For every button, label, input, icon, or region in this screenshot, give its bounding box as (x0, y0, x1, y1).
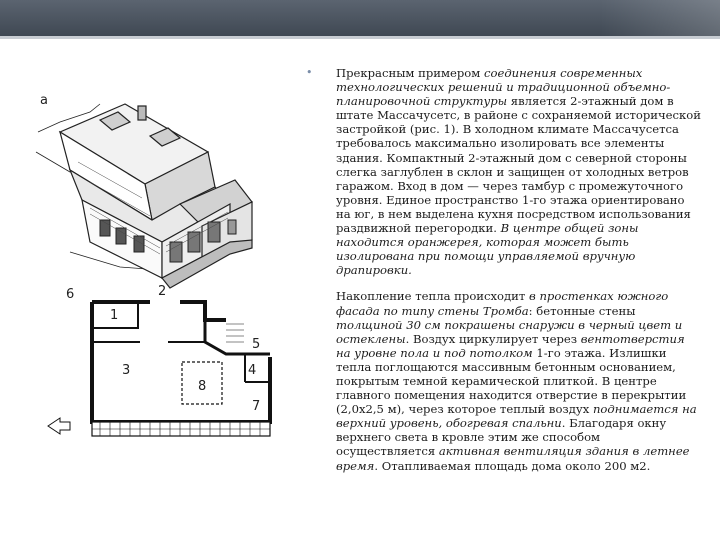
p2-fragment: в простенках южного фасада по типу стены Тромба (336, 289, 669, 318)
p2-fragment: поднимается на верхний уровень, обогревая спальни (336, 402, 697, 431)
slide-header-bar (0, 0, 720, 36)
p2-fragment: 1-го этажа. Излишки тепла поглощаются массивным бетонным основанием, покрытым темной керамической плиткой. В центре главного помещения находится отверстие в перекрытии (2,0х2,5 м), через которое теплый воздух (336, 345, 687, 417)
header-rule (0, 36, 720, 39)
paragraph-1 (306, 66, 702, 277)
p2-fragment: . Благодаря окну верхнего света в кровле этим же способом осуществляется (336, 416, 667, 459)
p2-fragment: . Отапливаемая площадь дома около 200 м2. (374, 458, 651, 473)
plan-label-6: 6 (66, 287, 75, 302)
paragraph-2 (306, 289, 702, 472)
isometric-house-view (36, 93, 252, 288)
plan-label-2: 2 (158, 284, 167, 299)
floor-plan (48, 284, 270, 436)
p1-fragment: является 2-этажный дом в штате Массачусетс, в районе с сохраняемой исторической застройкой (рис. 1). В холодном климате Массачусетса требовалось максимально изолировать все элементы здания. Компактный 2-этажный дом с северной стороны слегка заглублен в склон и защищен от холодных ветров гаражом. Вход в дом — через тамбур с промежуточного уровня. Единое пространство 1-го этажа ориентировано на юг, в нем выделена кухня посредством использования раздвижной перегородки. (336, 94, 701, 236)
p1-fragment: соединения современных технологических решений и традиционной объемно-планировочной структуры (336, 66, 671, 109)
plan-label-3: 3 (122, 363, 131, 378)
p2-fragment: . Воздух циркулирует через (405, 331, 581, 346)
plan-label-1: 1 (110, 308, 119, 323)
p1-fragment: Прекрасным примером (336, 66, 484, 80)
house-figure (30, 92, 298, 452)
p1-fragment: В центре общей зоны находится оранжерея, которая может быть изолирована при помощи управляемой вручную драпировки. (336, 221, 639, 278)
p2-fragment: толщиной 30 см покрашены снаружи в черный цвет и остеклены (336, 317, 683, 346)
house-drawing (30, 92, 298, 452)
header-accent (600, 0, 720, 36)
plan-label-8: 8 (198, 379, 207, 394)
p2-fragment: активная вентиляция здания в летнее время (336, 444, 690, 473)
isometric-label: а (40, 93, 48, 108)
bullet-marker: • (306, 66, 313, 79)
p2-fragment: вентотверстия на уровне пола и под потолком (336, 331, 685, 360)
p2-fragment: Накопление тепла происходит (336, 289, 530, 304)
plan-label-7: 7 (252, 399, 261, 414)
p2-fragment: : бетонные стены (528, 303, 636, 318)
plan-label-4: 4 (248, 363, 257, 378)
plan-label-5: 5 (252, 337, 261, 352)
body-text (306, 66, 702, 473)
